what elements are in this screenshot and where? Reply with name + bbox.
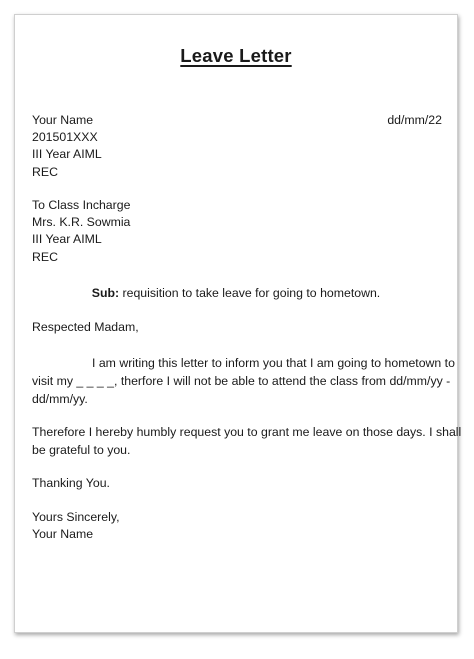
body-para1-line2: visit my _ _ _ _, therfore I will not be able to attend the class from dd/mm/yy - (32, 374, 451, 389)
sender-id: 201501XXX (32, 130, 98, 145)
sender-name: Your Name (32, 113, 94, 127)
recipient-year: III Year AIML (32, 232, 102, 247)
letter-title: Leave Letter (180, 45, 292, 66)
closing-signoff: Yours Sincerely, (32, 510, 120, 524)
body-para1-line3: dd/mm/yy. (32, 392, 88, 407)
recipient-name: Mrs. K.R. Sowmia (32, 215, 131, 230)
salutation: Respected Madam, (32, 320, 139, 334)
letter-date: dd/mm/22 (387, 113, 442, 127)
body-paragraph-2 (32, 423, 462, 459)
sender-block (32, 112, 441, 181)
recipient-to: To Class Incharge (32, 198, 131, 212)
subject-line (15, 285, 457, 302)
body-para2-line2: be grateful to you. (32, 443, 131, 458)
subject-label: Sub: (91, 286, 120, 300)
thanks-line: Thanking You. (32, 476, 110, 490)
recipient-college: REC (32, 249, 58, 264)
body-para1-line1: I am writing this letter to inform you that I am going to hometown to (92, 356, 455, 370)
letter-page (14, 14, 462, 633)
closing-block (32, 509, 441, 543)
body-para2-line1: Therefore I hereby humbly request you to grant me leave on those days. I shall (32, 425, 462, 439)
body-paragraph-1 (32, 354, 455, 409)
subject-text: requisition to take leave for going to hometown. (119, 286, 381, 300)
closing-name: Your Name (32, 527, 94, 542)
sender-college: REC (32, 164, 58, 179)
sender-year: III Year AIML (32, 147, 102, 162)
recipient-block (32, 197, 441, 266)
